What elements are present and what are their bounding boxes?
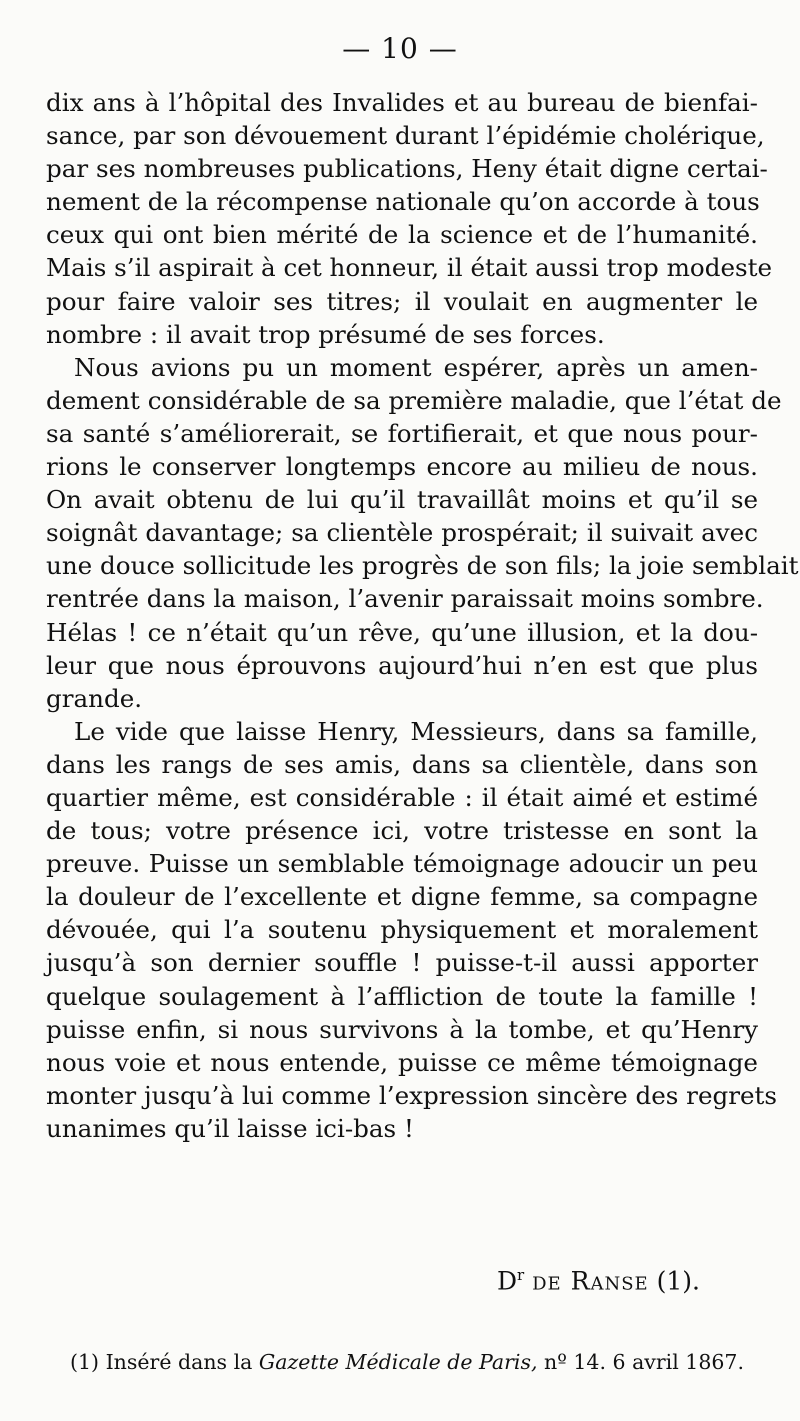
footnote-text-after: nº 14. 6 avril 1867. [544,1350,744,1374]
signature-note-ref: (1). [656,1266,700,1296]
footnote-text-before: Inséré dans la [105,1350,253,1374]
text-line: une douce sollicitude les progrès de son fils; la joie semblait [46,551,799,581]
footnote-marker: (1) [70,1350,100,1374]
signature-name: de Ranse [532,1266,649,1296]
paragraph-2 [46,351,799,715]
text-line: Le vide que laisse Henry, Messieurs, dans sa famille, [74,716,758,746]
text-line: leur que nous éprouvons aujourd’hui n’en est que plus [46,650,758,680]
text-line: dévouée, qui l’a soutenu physiquement et moralement [46,915,758,945]
paragraph-1 [46,86,773,351]
text-line: sa santé s’améliorerait, se fortifierait, et que nous pour- [46,418,758,448]
text-line: grande. [46,683,143,713]
text-line: ceux qui ont bien mérité de la science et de l’humanité. [46,220,758,250]
body-text [46,86,799,1145]
text-line: monter jusqu’à lui comme l’expression sincère des regrets [46,1080,778,1110]
text-line: sance, par son dévouement durant l’épidémie cholérique, [46,121,765,151]
text-line: soignât davantage; sa clientèle prospérait; il suivait avec [46,518,758,548]
text-line: preuve. Puisse un semblable témoignage adoucir un peu [46,849,758,879]
text-line: Hélas ! ce n’était qu’un rêve, qu’une illusion, et la dou- [46,617,758,647]
footnote-journal: Gazette Médicale de Paris, [258,1350,538,1374]
paragraph-3 [46,715,778,1145]
text-line: quelque soulagement à l’affliction de toute la famille ! [46,981,758,1011]
text-line: nombre : il avait trop présumé de ses forces. [46,319,605,349]
text-line: nement de la récompense nationale qu’on accorde à tous [46,187,760,217]
text-line: quartier même, est considérable : il était aimé et estimé [46,782,758,812]
text-line: de tous; votre présence ici, votre tristesse en sont la [46,816,758,846]
text-line: pour faire valoir ses titres; il voulait en augmenter le [46,286,758,316]
signature-title: D [496,1266,517,1296]
text-line: rions le conserver longtemps encore au milieu de nous. [46,452,758,482]
text-line: par ses nombreuses publications, Heny était digne certai- [46,154,768,184]
text-line: jusqu’à son dernier souffle ! puisse-t-il aussi apporter [46,948,758,978]
signature [497,1266,700,1295]
text-line: rentrée dans la maison, l’avenir paraissait moins sombre. [46,584,764,614]
page-number: — 10 — [342,32,458,65]
text-line: unanimes qu’il laisse ici-bas ! [46,1113,414,1143]
text-line: dement considérable de sa première maladie, que l’état de [46,385,782,415]
text-line: On avait obtenu de lui qu’il travaillât moins et qu’il se [46,485,758,515]
text-line: dans les rangs de ses amis, dans sa clientèle, dans son [46,749,758,779]
footnote [70,1350,744,1374]
text-line: puisse enfin, si nous survivons à la tombe, et qu’Henry [46,1014,758,1044]
text-line: nous voie et nous entende, puisse ce même témoignage [46,1047,758,1077]
text-line: dix ans à l’hôpital des Invalides et au bureau de bienfai- [46,88,758,117]
text-line: Nous avions pu un moment espérer, après un amen- [74,352,758,382]
text-line: la douleur de l’excellente et digne femme, sa compagne [46,882,758,912]
text-line: Mais s’il aspirait à cet honneur, il était aussi trop modeste [46,253,773,283]
signature-title-sup: r [517,1266,525,1284]
